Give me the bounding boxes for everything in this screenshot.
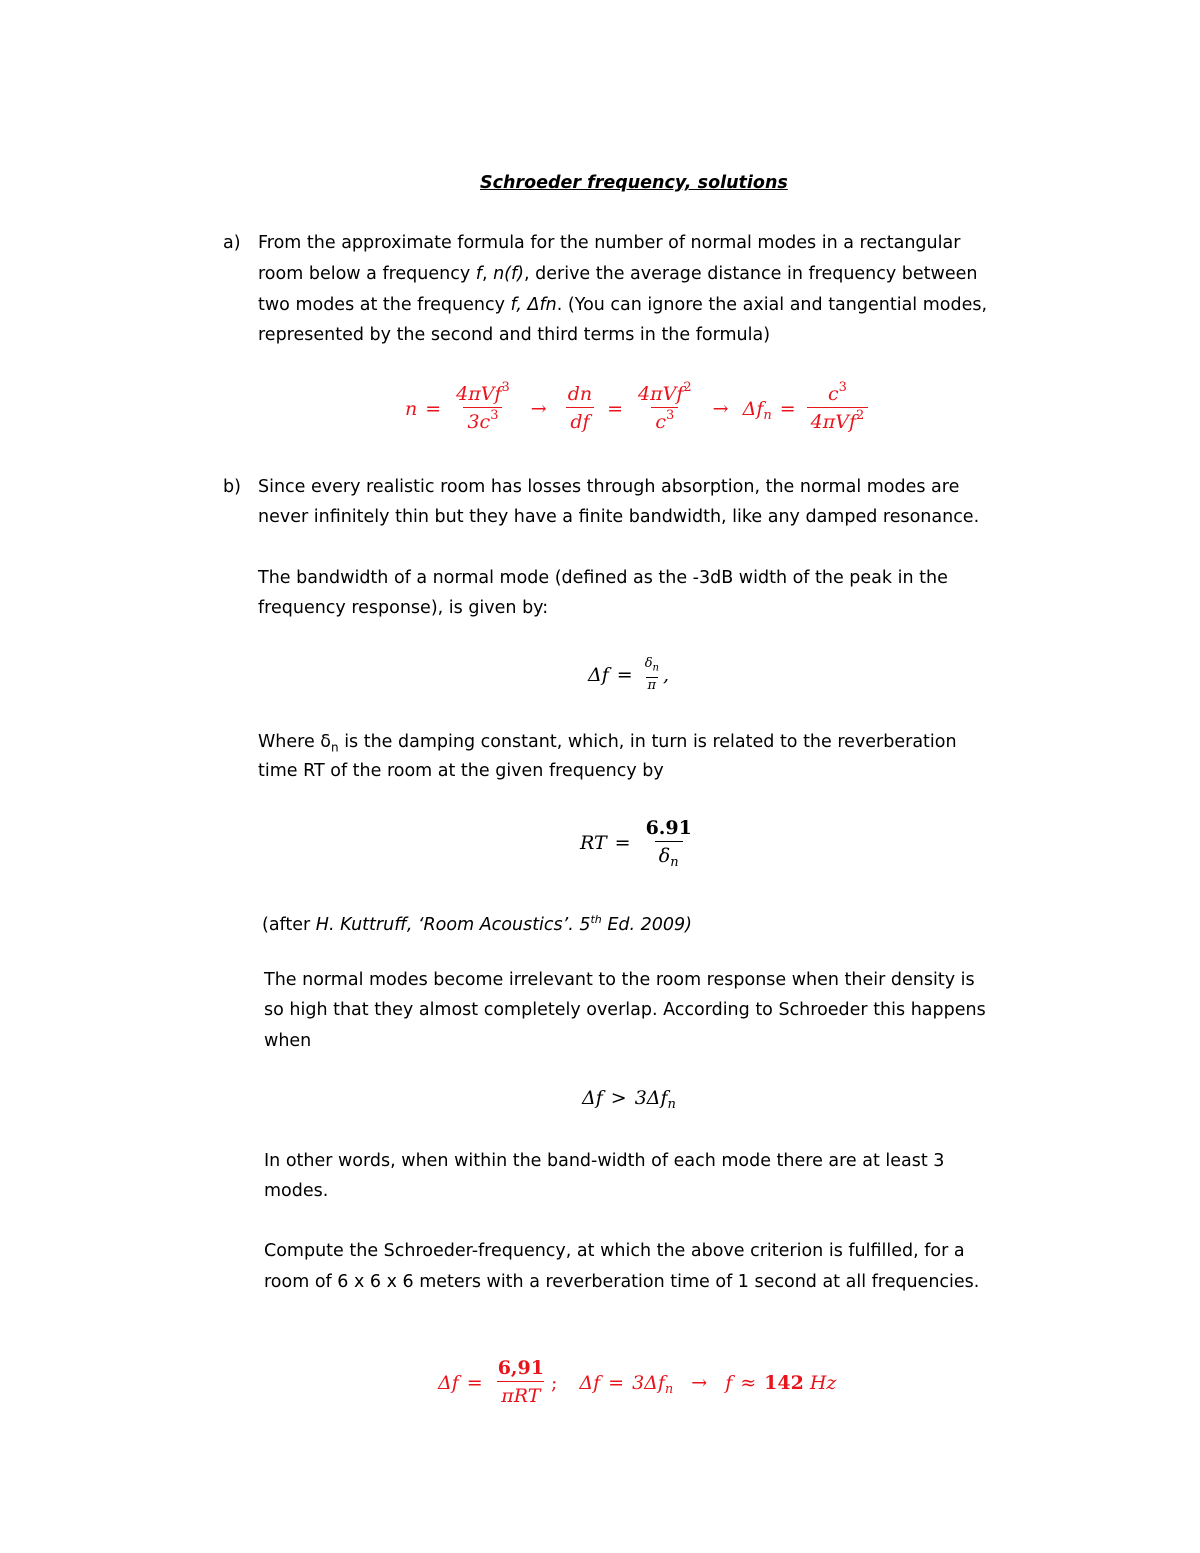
other-words-line-1: In other words, when within the band-width of each mode there are at least 3 (264, 1151, 945, 1171)
eq-a-fraction-3 (807, 382, 869, 435)
eq-final-num: 6,91 (497, 1357, 544, 1379)
eq-a-equals-3: = (779, 397, 796, 420)
part-a-line-4: represented by the second and third terms in the formula) (258, 325, 771, 345)
eq-final-arrow: → (691, 1371, 708, 1394)
part-a-marker: a) (223, 233, 241, 253)
compute-line-2: room of 6 x 6 x 6 meters with a reverberation time of 1 second at all frequencies. (264, 1272, 980, 1292)
eq-a-fraction-2 (634, 382, 696, 435)
eq-a-delta-f-sub: n (763, 407, 772, 423)
eq-a-den-3: 4πVf (810, 411, 856, 433)
eq-a-fraction-1 (452, 382, 514, 435)
eq-b3-rhs-sub: n (667, 1097, 676, 1112)
eq-final-rhs-2-text: 3Δf (632, 1371, 665, 1394)
eq-a-dn: dn (567, 383, 593, 405)
eq-final-approx: ≈ (740, 1371, 757, 1394)
equation-bandwidth (588, 656, 669, 694)
equation-schroeder-criterion (582, 1087, 676, 1112)
eq-b1-comma: , (662, 663, 670, 686)
eq-final-rhs-2-sub: n (664, 1381, 674, 1397)
citation (262, 905, 692, 940)
part-a-line-1: From the approximate formula for the number of normal modes in a rectangular (258, 233, 961, 253)
eq-b2-den-sub: n (670, 855, 679, 870)
citation-pre: (after (262, 914, 316, 935)
eq-b1-num-sub: n (652, 662, 659, 674)
part-b-line-4: frequency response), is given by: (258, 598, 549, 618)
eq-final-lhs: Δf (438, 1371, 459, 1394)
citation-author: H. Kuttruff, ‘Room Acoustics’. 5 (315, 914, 591, 935)
part-a-line-2-f: f (475, 264, 482, 284)
equation-mode-spacing (405, 382, 871, 435)
eq-b3-rhs-text: 3Δf (634, 1087, 668, 1109)
eq-a-num-3: c (828, 383, 839, 405)
part-a-line-2-mid: , (481, 264, 494, 284)
eq-b1-equals: = (616, 663, 633, 686)
part-a-line-2-nf: n(f) (493, 264, 525, 284)
citation-post: Ed. 2009) (601, 914, 692, 935)
part-b-line-1: Since every realistic room has losses through absorption, the normal modes are (258, 477, 960, 497)
eq-final-den: πRT (497, 1381, 544, 1409)
where-line-1-pre: Where δ (258, 732, 332, 752)
part-a-line-3-post: . (You can ignore the axial and tangential modes, (556, 295, 988, 315)
eq-a-equals-2: = (607, 397, 624, 420)
compute-line-1: Compute the Schroeder-frequency, at which the above criterion is fulfilled, for a (264, 1241, 965, 1261)
eq-a-equals-1: = (425, 397, 442, 420)
eq-final-rhs-2 (632, 1371, 674, 1397)
eq-b1-fraction (643, 656, 661, 694)
eq-a-den-2: c (655, 411, 667, 433)
eq-a-num-exp-3: 3 (838, 380, 847, 395)
eq-a-arrow-2: → (712, 397, 729, 420)
part-a-line-3-pre: two modes at the frequency (258, 295, 511, 315)
eq-b2-num: 6.91 (645, 817, 692, 839)
eq-a-delta-f-text: Δf (742, 397, 764, 420)
eq-a-derivative (564, 382, 596, 435)
eq-a-den-exp-3: 2 (856, 408, 865, 423)
eq-a-den-exp-2: 3 (666, 408, 675, 423)
part-b-marker: b) (223, 477, 241, 497)
eq-final-unit: Hz (809, 1371, 837, 1394)
equation-final-answer (438, 1356, 836, 1409)
eq-final-lhs-2: Δf (579, 1371, 601, 1394)
eq-b3-op: > (610, 1087, 627, 1109)
part-b-line-3: The bandwidth of a normal mode (defined as the -3dB width of the peak in the (258, 568, 948, 588)
document-title: Schroeder frequency, solutions (480, 173, 788, 193)
part-a-line-2-post: , derive the average distance in frequency between (524, 264, 978, 284)
overlap-line-1: The normal modes become irrelevant to the room response when their density is (264, 970, 975, 990)
part-a-line-3-dfn: Δfn (527, 295, 557, 315)
eq-b1-lhs: Δf (588, 663, 609, 686)
eq-b3-rhs (634, 1087, 676, 1112)
eq-a-exp-2: 2 (683, 380, 692, 395)
eq-a-df: df (566, 407, 593, 435)
other-words-line-2: modes. (264, 1181, 329, 1201)
eq-final-equals-1: = (466, 1371, 483, 1394)
part-b-line-2: never infinitely thin but they have a finite bandwidth, like any damped resonance. (258, 507, 980, 527)
eq-b3-lhs: Δf (582, 1087, 603, 1109)
eq-final-value: 142 (764, 1371, 804, 1394)
eq-a-num-2: 4πVf (638, 383, 684, 405)
eq-a-den-1: 3c (467, 411, 491, 433)
where-line-2: time RT of the room at the given frequency by (258, 761, 664, 781)
part-a-line-3 (258, 290, 987, 320)
overlap-line-2: so high that they almost completely overlap. According to Schroeder this happens (264, 1000, 986, 1020)
eq-a-exp-1: 3 (501, 380, 510, 395)
eq-b1-num: δ (644, 656, 653, 671)
eq-final-f: f (725, 1371, 733, 1394)
eq-final-equals-2: = (608, 1371, 625, 1394)
eq-final-fraction (494, 1356, 548, 1409)
where-line-1-sub: n (331, 740, 339, 755)
citation-sup: th (590, 913, 602, 926)
eq-b2-den: δ (658, 845, 671, 867)
eq-a-den-exp-1: 3 (490, 408, 499, 423)
eq-b2-fraction (642, 816, 696, 869)
overlap-line-3: when (264, 1031, 312, 1051)
eq-a-n: n (405, 397, 418, 420)
equation-reverberation-time (580, 816, 699, 869)
part-a-line-2 (258, 259, 978, 289)
part-a-line-2-pre: room below a frequency (258, 264, 476, 284)
eq-b1-den: π (647, 677, 657, 693)
eq-a-delta-f (742, 397, 772, 423)
eq-b2-equals: = (614, 831, 631, 854)
eq-a-arrow-1: → (530, 397, 547, 420)
part-a-line-3-f: f, (510, 295, 528, 315)
eq-final-semicolon: ; (550, 1371, 558, 1394)
eq-a-num-1: 4πVf (456, 383, 502, 405)
eq-b2-lhs: RT (580, 831, 607, 854)
where-line-1-post: is the damping constant, which, in turn is related to the reverberation (338, 732, 957, 752)
